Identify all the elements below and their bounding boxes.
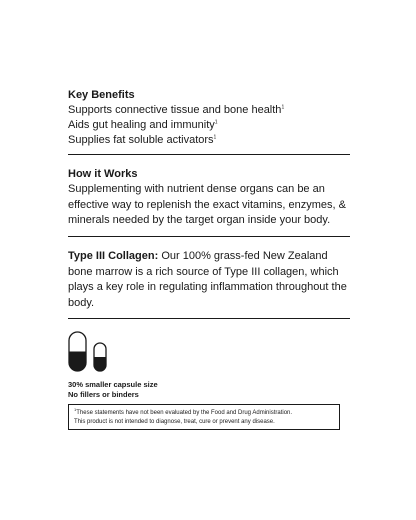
benefit-item: Supplies fat soluble activators$^1$ bbox=[68, 134, 217, 146]
type-iii-lead: Type III Collagen: bbox=[68, 250, 159, 262]
footnote-marker: 1 bbox=[281, 104, 285, 111]
footnote-marker: 1 bbox=[213, 134, 217, 141]
divider bbox=[68, 318, 350, 319]
capsule-size-note: 30% smaller capsule size bbox=[68, 380, 158, 389]
type-iii-body: Our 100% grass-fed New Zealand bone marrow is a rich source of Type III collagen, which plays a key role in regulating inflammation throughout the body. bbox=[68, 250, 347, 309]
footnote-marker: 1 bbox=[214, 119, 218, 126]
disclaimer-line: This product is not intended to diagnose, treat, cure or prevent any disease. bbox=[74, 419, 275, 425]
divider bbox=[68, 236, 350, 237]
no-fillers-note: No fillers or binders bbox=[68, 390, 139, 399]
disclaimer-line: $^1$These statements have not been evaluated by the Food and Drug Administration. bbox=[74, 407, 293, 416]
type-iii-collagen-section bbox=[68, 249, 350, 311]
how-it-works-body: Supplementing with nutrient dense organs can be an effective way to replenish the exact vitamins, enzymes, & minerals needed by the target organ inside your body. bbox=[68, 183, 346, 226]
footnote-marker: 1 bbox=[74, 407, 77, 412]
key-benefits-heading: Key Benefits bbox=[68, 89, 135, 101]
how-it-works-section bbox=[68, 167, 350, 229]
key-benefits-section bbox=[68, 88, 350, 148]
fda-disclaimer-box bbox=[68, 404, 340, 430]
benefit-item: Aids gut healing and immunity$^1$ bbox=[68, 119, 218, 131]
benefit-item: Supports connective tissue and bone health$^1$ bbox=[68, 104, 285, 116]
capsule-size-comparison-icon bbox=[68, 331, 118, 373]
divider bbox=[68, 154, 350, 155]
how-it-works-heading: How it Works bbox=[68, 168, 138, 180]
